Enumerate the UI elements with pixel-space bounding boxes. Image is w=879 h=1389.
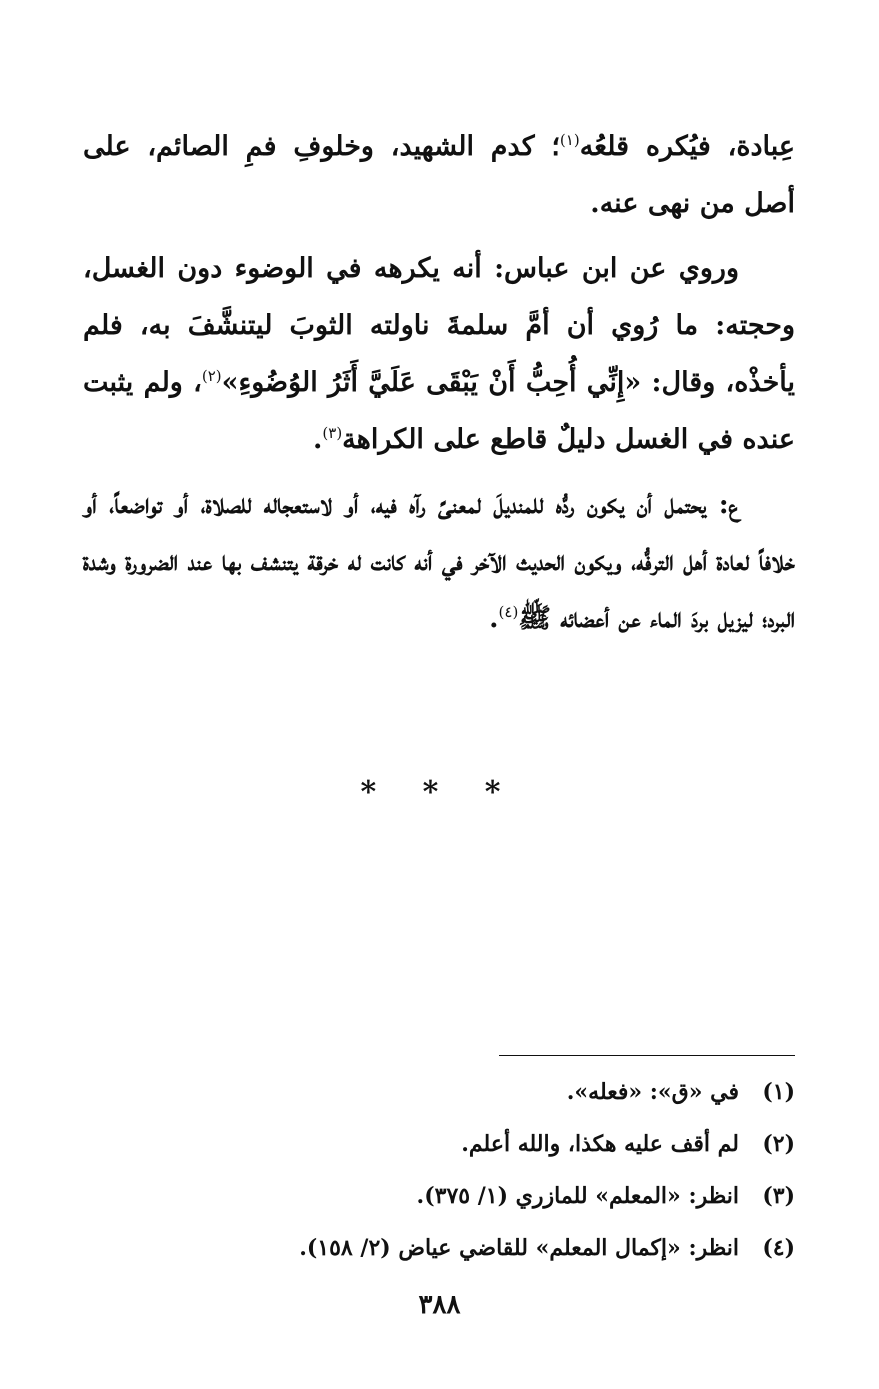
footnote-item xyxy=(83,1222,795,1274)
main-text xyxy=(83,118,795,655)
footnote-text: لم أقف عليه هكذا، والله أعلم. xyxy=(461,1131,739,1157)
footnote-number: (٤) xyxy=(762,1235,795,1261)
page-number: ٣٨٨ xyxy=(418,1290,461,1320)
paragraph-3: ع: يحتمل أن يكون ردُّه للمنديلَ لمعنىً رآه فيه، أو لاستعجاله للصلاة، أو تواضعاً، أو خلافاً لعادة أهل الترفُّه، ويكون الحديث الآخر في أنه كانت له خرقة يتنشف بها عند الضرورة وشدة البرد؛ ليزيل بردَ الماء عن أعضائه ﷺ$^{(٤)}$. xyxy=(83,489,795,634)
footnote-number: (٢) xyxy=(762,1131,795,1157)
footnote-ref-2[interactable]: (٢) xyxy=(201,367,222,385)
footnote-divider xyxy=(499,1055,795,1056)
paragraph-1: عِبادة، فيُكره قلعُه$^{(١)}$؛ كدم الشهيد، وخلوفِ فمِ الصائم، على أصل من نهى عنه. xyxy=(83,131,795,219)
footnotes-list xyxy=(83,1066,795,1274)
footnote-item xyxy=(83,1118,795,1170)
footnote-item xyxy=(83,1066,795,1118)
footnote-ref-4[interactable]: (٤) xyxy=(498,603,519,621)
footnote-text: في «ق»: «فعله». xyxy=(566,1079,739,1105)
footnote-ref-1[interactable]: (١) xyxy=(559,131,580,149)
footnote-text: انظر: «المعلم» للمازري (١/ ٣٧٥). xyxy=(416,1183,739,1209)
footnote-number: (١) xyxy=(762,1079,795,1105)
section-separator: * * * xyxy=(360,775,519,810)
footnote-text: انظر: «إكمال المعلم» للقاضي عياض (٢/ ١٥٨). xyxy=(299,1235,739,1261)
footnote-ref-3[interactable]: (٣) xyxy=(322,424,343,442)
footnote-item xyxy=(83,1170,795,1222)
footnote-number: (٣) xyxy=(762,1183,795,1209)
paragraph-2: وروي عن ابن عباس: أنه يكرهه في الوضوء دون الغسل، وحجته: ما رُوي أن أمَّ سلمةَ ناولته الثوبَ ليتنشَّفَ به، فلم يأخذْه، وقال: «إِنِّي أُحِبُّ أَنْ يَبْقَى عَلَيَّ أَثَرُ الوُضُوءِ»$^{(٢)}$، ولم يثبت عنده في الغسل دليلٌ قاطع على الكراهة$^{(٣)}$. xyxy=(83,253,796,455)
